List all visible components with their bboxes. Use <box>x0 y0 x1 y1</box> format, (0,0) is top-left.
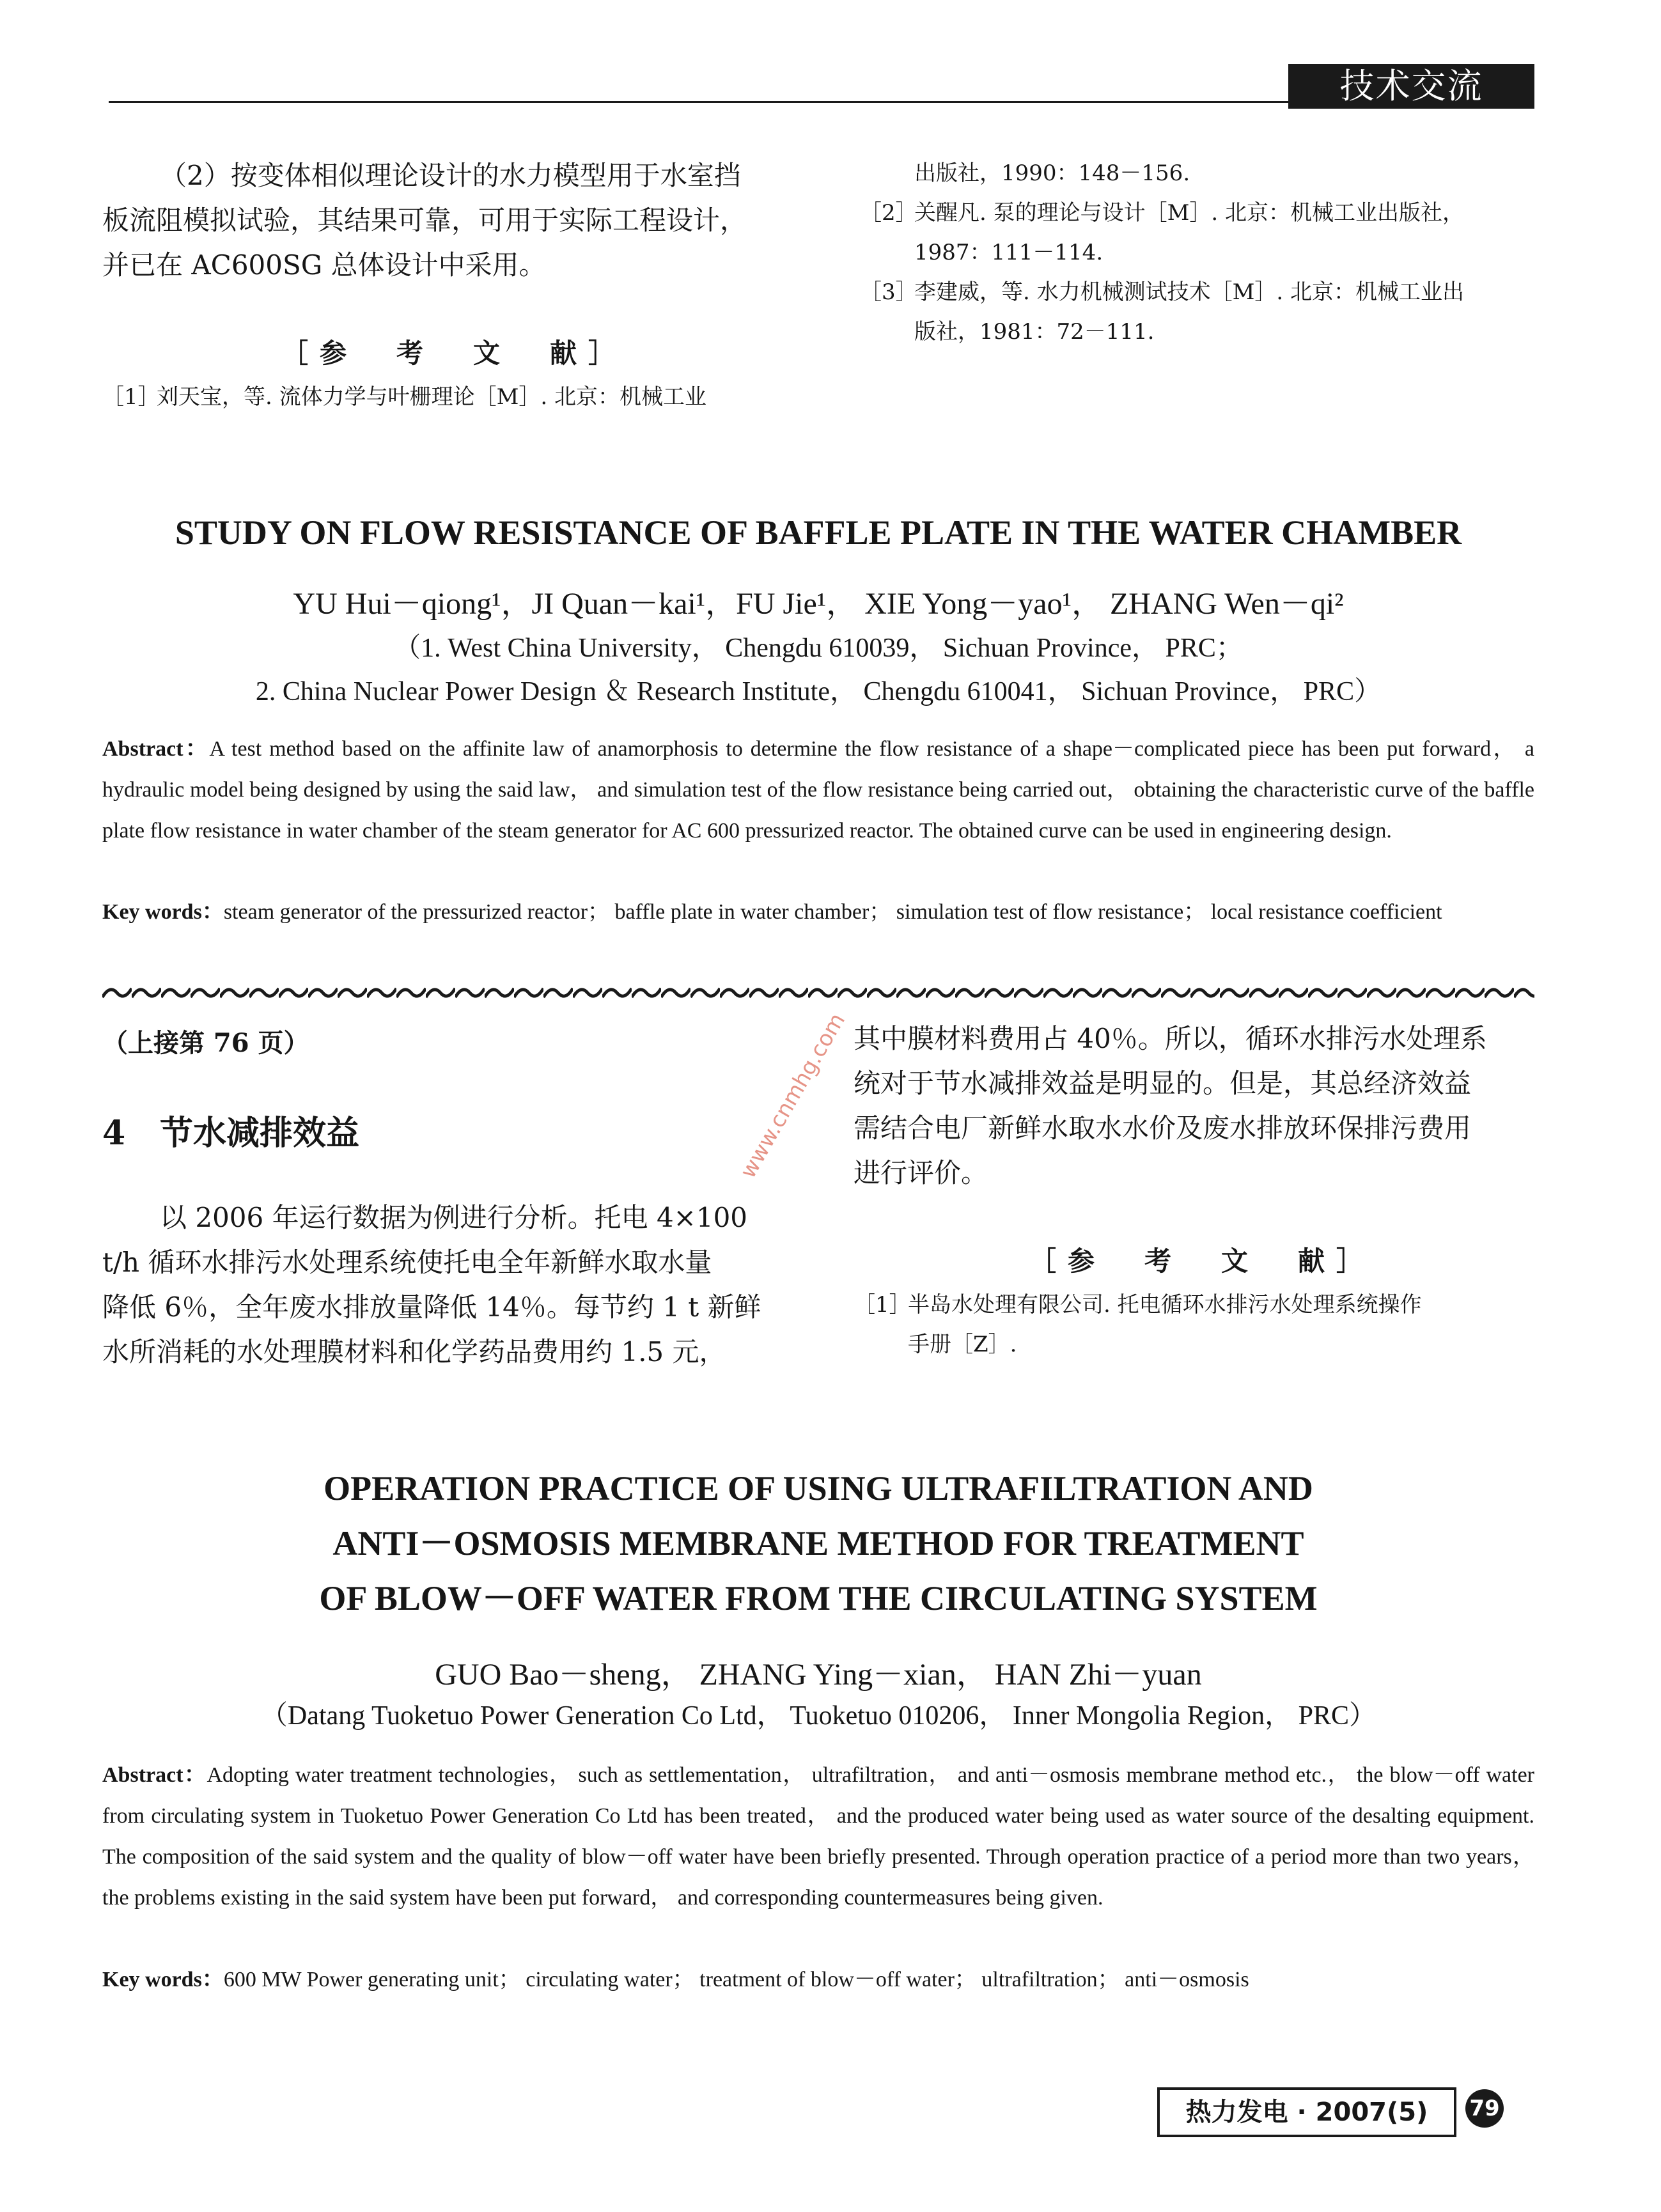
text-line: 其中膜材料费用占 40％。所以，循环水排污水处理系 <box>854 1023 1487 1054</box>
abstract-label: Abstract： <box>102 737 210 761</box>
affiliation-line: 2. China Nuclear Power Design ＆ Research Institute， Chengdu 610041， Sichuan Province， PRC） <box>255 677 1382 706</box>
ref-text: 半岛水处理有限公司. 托电循环水排污水处理系统操作 <box>908 1292 1422 1318</box>
article2-affiliation: （Datang Tuoketuo Power Generation Co Ltd， Tuoketuo 010206， Inner Mongolia Region， PRC） <box>260 1701 1376 1731</box>
middle-left-paragraph <box>102 1196 806 1375</box>
text-line: 降低 6％，全年废水排放量降低 14％。每节约 1 t 新鲜 <box>102 1291 761 1323</box>
continued-note: （上接第 76 页） <box>102 1028 309 1058</box>
ref-cont: 1987：111－114. <box>914 240 1103 265</box>
article2-abstract <box>102 1755 1534 1919</box>
text-line: 水所消耗的水处理膜材料和化学药品费用约 1.5 元， <box>102 1336 726 1367</box>
text-line: 统对于节水减排效益是明显的。但是，其总经济效益 <box>854 1068 1472 1099</box>
ref-text: 李建威，等. 水力机械测试技术［M］. 北京：机械工业出 <box>914 279 1465 305</box>
article1-abstract <box>102 729 1534 852</box>
abstract-text: A test method based on the affinite law of anamorphosis to determine the flow resistance of a shape－complicated piece has been put forward， a hydraulic model being designed by using the said law， and simulation test of the flow resistance being carried out， obtaining the characteristic curve of the baffle plate flow resistance in water chamber of the steam generator for AC 600 pressurized reactor. The obtained curve can be used in engineering design. <box>102 737 1534 843</box>
section-title: 节水减排效益 <box>160 1114 360 1153</box>
article2-keywords <box>102 1959 1534 2000</box>
ref-cont: 出版社，1990：148－156. <box>914 160 1190 186</box>
wavy-separator <box>102 983 1534 1002</box>
text-line: 以 2006 年运行数据为例进行分析。托电 4×100 <box>160 1202 748 1233</box>
article1-affiliation <box>102 627 1534 713</box>
page-number: 79 <box>1465 2089 1504 2128</box>
keywords-label: Key words： <box>102 900 224 924</box>
keywords-label: Key words： <box>102 1968 224 1991</box>
ref-number: ［1］ <box>854 1292 911 1318</box>
section-number: 4 <box>102 1114 126 1153</box>
affiliation-line: （1. West China University， Chengdu 610039， Sichuan Province， PRC； <box>394 634 1243 663</box>
text-line: （2）按变体相似理论设计的水力模型用于水室挡 <box>160 160 741 191</box>
article2-title <box>102 1461 1534 1626</box>
top-right-refs <box>860 153 1550 352</box>
keywords-text: steam generator of the pressurized reactor； baffle plate in water chamber； simulation test of flow resistance； local resistance coefficient <box>223 900 1442 924</box>
reference-item <box>102 377 806 417</box>
text-line: t/h 循环水排污水处理系统使托电全年新鲜水取水量 <box>102 1247 712 1278</box>
ref-number: ［1］ <box>102 384 160 410</box>
article1-keywords <box>102 892 1534 933</box>
refs-heading: ［参 考 文 献］ <box>1029 1245 1375 1277</box>
ref-number: ［3］ <box>860 279 917 305</box>
section-badge: 技术交流 <box>1288 64 1534 109</box>
ref-text: 关醒凡. 泵的理论与设计［M］. 北京：机械工业出版社， <box>914 200 1465 226</box>
journal-footer: 热力发电 · 2007(5) <box>1157 2087 1456 2137</box>
middle-right-paragraph <box>854 1016 1550 1196</box>
ref-cont: 版社，1981：72－111. <box>914 319 1155 345</box>
abstract-text: Adopting water treatment technologies， such as settlementation， ultrafiltration， and anti－osmosis membrane method etc.， the blow－off water from circulating system in Tuoketuo Power Generation Co Ltd has been treated， and the produced water being used as water source of the desalting equipment. The composition of the said system and the quality of blow－off water have been briefly presented. Through operation practice of a period more than two years， the problems existing in the said system have been put forward， and corresponding countermeasures being given. <box>102 1763 1534 1910</box>
title-line: OF BLOW－OFF WATER FROM THE CIRCULATING SYSTEM <box>319 1579 1318 1617</box>
reference-item <box>860 272 1550 312</box>
section-heading <box>102 1106 359 1154</box>
middle-right-refs <box>854 1285 1550 1364</box>
title-line: OPERATION PRACTICE OF USING ULTRAFILTRATION AND <box>324 1469 1313 1507</box>
reference-item <box>854 1285 1550 1325</box>
refs-heading: ［参 考 文 献］ <box>281 338 627 369</box>
article1-title: STUDY ON FLOW RESISTANCE OF BAFFLE PLATE IN THE WATER CHAMBER <box>175 513 1462 552</box>
text-line: 并已在 AC600SG 总体设计中采用。 <box>102 249 546 281</box>
top-left-paragraph <box>102 153 806 288</box>
text-line: 进行评价。 <box>854 1157 988 1188</box>
title-line: ANTI－OSMOSIS MEMBRANE METHOD FOR TREATMENT <box>332 1524 1304 1562</box>
watermark: www.cnmhg.com <box>735 1008 851 1183</box>
keywords-text: 600 MW Power generating unit； circulating water； treatment of blow－off water； ultrafiltration； anti－osmosis <box>223 1968 1249 1991</box>
ref-number: ［2］ <box>860 200 917 226</box>
reference-item <box>860 193 1550 233</box>
ref-cont: 手册［Z］. <box>908 1332 1017 1357</box>
text-line: 需结合电厂新鲜水取水水价及废水排放环保排污费用 <box>854 1112 1472 1144</box>
article2-authors: GUO Bao－sheng， ZHANG Ying－xian， HAN Zhi－yuan <box>435 1658 1202 1692</box>
ref-text: 刘天宝，等. 流体力学与叶栅理论［M］. 北京：机械工业 <box>157 384 707 410</box>
article1-authors: YU Hui－qiong¹，JI Quan－kai¹，FU Jie¹， XIE Yong－yao¹， ZHANG Wen－qi² <box>293 587 1344 621</box>
text-line: 板流阻模拟试验，其结果可靠，可用于实际工程设计， <box>102 205 747 236</box>
abstract-label: Abstract： <box>102 1763 207 1787</box>
header-rule <box>109 101 1291 103</box>
